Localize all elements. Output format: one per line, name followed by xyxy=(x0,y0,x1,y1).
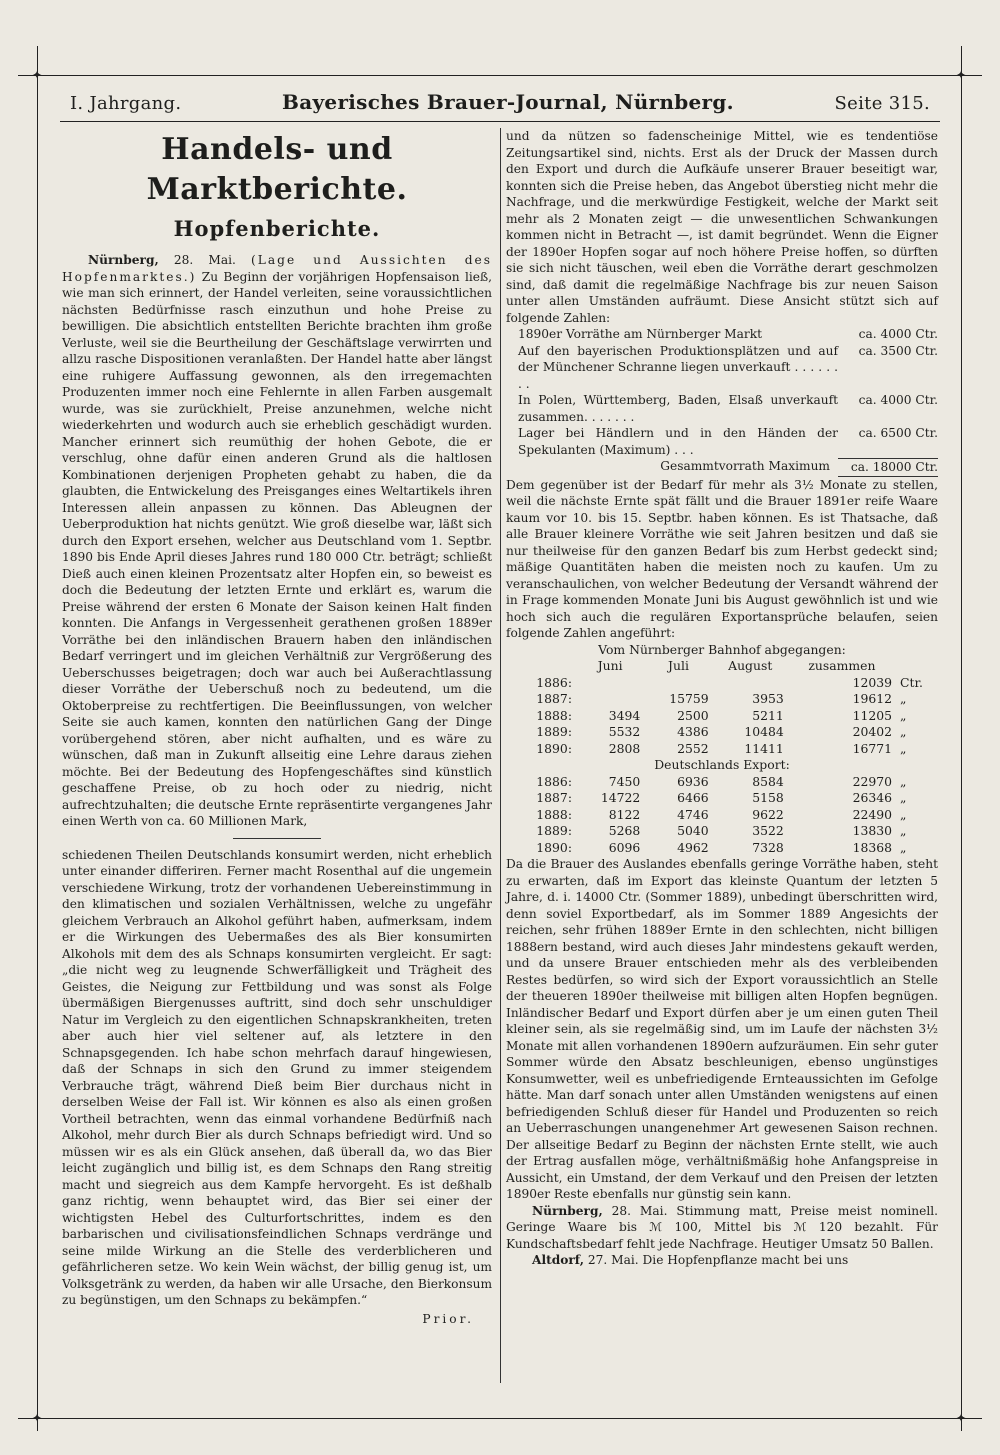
corner-ornament-icon: ✦ xyxy=(955,68,967,82)
table-row: 1890: 2808 2552 11411 16771 „ xyxy=(536,740,907,756)
table-row: 1890: 6096 4962 7328 18368 „ xyxy=(536,839,907,855)
page-header xyxy=(70,90,930,118)
frame-left-line xyxy=(37,46,38,1431)
stock-row: Auf den bayerischen Produktionsplätzen und auf der Münchener Schranne liegen unverkauft . . . . . . . . ca. 3500 Ctr. xyxy=(518,343,938,391)
table-row: 1888: 3494 2500 5211 11205 „ xyxy=(536,707,907,723)
table-row: 1887: 14722 6466 5158 26346 „ xyxy=(536,790,907,805)
column-separator xyxy=(233,838,321,839)
section-title: Handels- und Marktberichte. xyxy=(146,132,408,207)
demand-paragraph: Dem gegenüber ist der Bedarf für mehr als 3½ Monate zu stellen, weil die nächste Ernte spät fällt und die Brauer 1891er reife Waare kaum vor 10. bis 15. Septbr. haben können. Es ist Thatsache, daß alle Brauer kleinere Vorräthe wie seit Jahren besitzen und daß sie nur theilweise für den ganzen Bedarf bis zum Herbst gedeckt sind; mäßige Quantitäten haben die meisten noch zu kaufen. Um zu veranschaulichen, von welcher Bedeutung der Versandt während der in Frage kommenden Monate Juni bis August gewöhnlich ist und wie hoch sich auch die regulären Exportansprüche belaufen, seien folgende Zahlen angeführt: xyxy=(506,477,938,640)
column-divider xyxy=(500,128,501,1383)
frame-right-line xyxy=(961,46,962,1431)
report-place: Nürnberg, xyxy=(88,253,159,267)
stock-total-row: Gesammtvorrath Maximum ca. 18000 Ctr. xyxy=(518,458,938,477)
table-row: 1889: 5268 5040 3522 13830 „ xyxy=(536,823,907,838)
corner-ornament-icon: ✦ xyxy=(31,1411,43,1425)
report-place: Nürnberg, xyxy=(532,1203,603,1218)
column-header: August xyxy=(728,658,773,673)
corner-ornament-icon: ✦ xyxy=(955,1411,967,1425)
corner-ornament-icon: ✦ xyxy=(31,68,43,82)
column-header: zusammen xyxy=(808,658,876,673)
table-row: 1886: 7450 6936 8584 22970 „ xyxy=(536,773,907,789)
page-number: Seite 315. xyxy=(834,93,930,114)
table-caption: Vom Nürnberger Bahnhof abgegangen: xyxy=(598,641,846,657)
column-header: Juni xyxy=(597,658,623,673)
section-subtitle: Hopfenberichte. xyxy=(173,216,381,241)
journal-title: Bayerisches Brauer-Journal, Nürnberg. xyxy=(282,90,734,114)
continued-article-paragraph: schiedenen Theilen Deutschlands konsumirt werden, nicht erheblich unter einander differiren. Ferner macht Rosenthal auf die ungemein verschiedene Wirkung, trotz der vorhandenen Uebereinstimmung in den klimatischen und sozialen Verhältnissen, welche zu ungefähr gleichem Verbrauch an Alkohol geführt haben, aufmerksam, indem er die Wirkungen des Uebermaßes des als Bier konsumirten Alkohols mit dem des als Schnaps konsumirten vergleicht. Er sagt: „die nicht weg zu leugnende Schwerfälligkeit und Trägheit des Geistes, die Neigung zur Fettbildung und was sonst als Folge übermäßigen Biergenusses auftritt, sind doch sehr unschuldiger Natur im Vergleich zu den eigentlichen Schnapskrankheiten, treten aber auch hier viel seltener auf, als letztere in den Schnapsgegenden. Ich habe schon mehrfach darauf hingewiesen, daß der Schnaps in sich den Grund zu immer steigendem Verbrauche trägt, während Dieß beim Bier durchaus nicht in derselben Weise der Fall ist. Wir können es also als einen großen Vortheil betrachten, wenn das einmal vorhandene Bedürfniß nach Alkohol, mehr durch Bier als durch Schnaps befriedigt wird. Und so müssen wir es als ein Glück ansehen, daß überall da, wo das Bier leicht zugänglich und billig ist, es dem Schnaps den Rang streitig macht und siegreich aus dem Kampfe hervorgeht. Es ist deßhalb ganz richtig, wenn behauptet wird, das Bier sei einer der wichtigsten Hebel des Culturfortschrittes, indem es den barbarischen und civilisationsfeindlichen Schnaps verdränge und seine milde Wirkung an die Stelle des verderblicheren und gefährlicheren setze. Wo kein Wein wächst, der billig genug ist, um Volksgetränk zu werden, da haben wir alle Ursache, den Bierkonsum zu begünstigen, um den Schnaps zu bekämpfen.“ xyxy=(62,847,492,1307)
author-signature: Prior. xyxy=(422,1311,474,1326)
market-report-continuation: und da nützen so fadenscheinige Mittel, wie es tendentiöse Zeitungsartikel sind, nichts. Erst als der Druck der Massen durch den Export und durch die Aufkäufe unserer Brauer beseitigt war, konnten sich die Preise heben, das Angebot überstieg nicht mehr die Nachfrage, und die merkwürdige Festigkeit, welche der Markt seit mehr als 2 Monaten zeigt — die unwesentlichen Schwankungen kommen nicht in Betracht —, ist damit begründet. Wenn die Eigner der 1890er Hopfen sogar auf noch höhere Preise hoffen, so dürften sie sich nicht täuschen, weil eben die Vorräthe derart geschmolzen sind, daß damit die regelmäßige Nachfrage bis zur neuen Saison unter allen Umständen aufräumt. Diese Ansicht stützt sich auf folgende Zahlen: xyxy=(506,129,938,325)
right-column xyxy=(506,128,938,1269)
table-row: 1889: 5532 4386 10484 20402 „ xyxy=(536,724,907,739)
market-report-paragraph xyxy=(62,252,492,830)
table-row: 1888: 8122 4746 9622 22490 „ xyxy=(536,806,907,822)
report-body: 28. Mai. Stimmung matt, Preise meist nominell. Geringe Waare bis ℳ 100, Mittel bis ℳ 120 bezahlt. Für Kundschaftsbedarf fehlt jede Nachfrage. Heutiger Umsatz 50 Ballen. xyxy=(506,1203,938,1251)
table-header-row xyxy=(506,658,938,675)
altdorf-report xyxy=(506,1252,938,1269)
column-header: Juli xyxy=(668,658,689,673)
report-date: 28. Mai. xyxy=(173,253,236,267)
report-place: Altdorf, xyxy=(532,1253,585,1267)
frame-top-line xyxy=(18,75,982,76)
shipment-table xyxy=(506,642,938,857)
table-row: 1886: 12039 Ctr. xyxy=(536,674,923,690)
frame-bottom-line xyxy=(18,1418,982,1419)
stock-row: Lager bei Händlern und in den Händen der Spekulanten (Maximum) . . . ca. 6500 Ctr. xyxy=(518,426,938,457)
table-caption: Deutschlands Export: xyxy=(654,757,790,772)
header-rule xyxy=(60,121,940,122)
outlook-paragraph: Da die Brauer des Auslandes ebenfalls geringe Vorräthe haben, steht zu erwarten, daß im Export das kleinste Quantum der letzten 5 Jahre, d. i. 14000 Ctr. (Sommer 1889), unbedingt überschritten wird, denn soviel Exportbedarf, als im Sommer 1889 Angesichts der reichen, sehr frühen 1889er Ernte in den schlechten, nicht billigen 1888ern bestand, wird auch dieses Jahr mindestens gekauft werden, und da unsere Brauer entschieden mehr als des verbleibenden Restes bedürfen, so wird sich der Export voraussichtlich an Stelle der theueren 1890er theilweise mit billigen alten Hopfen begnügen. Inländischer Bedarf und Export dürfen aber je um einen guten Theil kleiner sein, als sie regelmäßig sind, um im Laufe der nächsten 3½ Monate mit allen vorhandenen 1890ern aufzuräumen. Ein sehr guter Sommer würde den Absatz beschleunigen, ebenso ungünstiges Konsumwetter, weil es unbefriedigende Ernteaussichten im Gefolge hätte. Man darf sonach unter allen Umständen wenigstens auf einen befriedigenden Schluß dieser für Handel und Produzenten so reich an Ueberraschungen unangenehmer Art gewesenen Saison rechnen. Der allseitige Bedarf zu Beginn der nächsten Ernte stellt, wie auch der Ertrag ausfallen möge, verhältnißmäßig hohe Anfangspreise in Aussicht, ein Umstand, der dem Verkauf und den Preisen der letzten 1890er Reste ebenfalls nur günstig sein kann. xyxy=(506,857,938,1201)
report-heading: (Lage und Aussichten des Hopfenmarktes.) xyxy=(62,253,492,284)
volume-label: I. Jahrgang. xyxy=(70,93,182,114)
report-body: Zu Beginn der vorjährigen Hopfensaison ließ, wie man sich erinnert, der Handel verleiten, seine voraussichtlichen nächsten Bedürfnisse rasch einzuthun und hohe Preise zu bewilligen. Die absichtlich entstellten Berichte brachten ihm große Verluste, weil sie die Beurtheilung der Geschäftslage verwirrten und allzu rasche Dispositionen veranlaßten. Der Handel hatte aber längst eine ruhigere Auffassung gewonnen, als den irregemachten Produzenten immer noch eine Fehlernte in allen Farben ausgemalt wurde, was sie zurückhielt, Preise anzunehmen, welche nicht wiederkehrten und wodurch auch sie erheblich geschädigt wurden. Mancher erinnert sich reumüthig der hohen Gebote, die er verschlug, ohne dafür einen anderen Grund als die haltlosen Kombinationen derjenigen Propheten gehabt zu haben, die da glaubten, die Entwickelung des Preisganges eines Weltartikels ihren Interessen allein anpassen zu können. Das Ableugnen der Ueberproduktion hat nichts genützt. Wie groß dieselbe war, läßt sich durch den Export ersehen, welcher aus Deutschland vom 1. Septbr. 1890 bis Ende April dieses Jahres rund 180 000 Ctr. beträgt; schließt Dieß auch einen kleinen Prozentsatz alter Hopfen ein, so beweist es doch die Bedeutung der letzten Ernte und erklärt es, warum die Preise während der ersten 6 Monate der Saison keinen Halt finden konnten. Die Anfangs in Vergessenheit gerathenen großen 1889er Vorräthe bei den inländischen Brauern haben den inländischen Bedarf verringert und im gleichen Verhältniß zur Vergrößerung des Ueberschusses beigetragen; doch war auch bei Außerachtlassung dieser Vorräthe der Ueberschuß noch zu bedeutend, um die Oktoberpreise zu rechtfertigen. Die Beeinflussungen, von welcher Seite sie auch kamen, konnten den natürlichen Gang der Dinge vorübergehend stören, aber nicht aufhalten, und es wäre zu wünschen, daß man in Zukunft allseitig eine Lehre daraus ziehen möchte. Bei der Bedeutung des Hopfengeschäftes sind künstlich geschaffene Preise, ob zu hoch oder zu niedrig, nicht aufrechtzuhalten; die deutsche Ernte repräsentirte vergangenes Jahr einen Werth von ca. 60 Millionen Mark, xyxy=(62,269,492,828)
stock-row: 1890er Vorräthe am Nürnberger Markt ca. 4000 Ctr. xyxy=(518,327,938,341)
stock-list xyxy=(518,326,938,477)
report-body: 27. Mai. Die Hopfenpflanze macht bei uns xyxy=(587,1253,849,1267)
nuernberg-report xyxy=(506,1203,938,1253)
stock-row: In Polen, Württemberg, Baden, Elsaß unverkauft zusammen. . . . . . . ca. 4000 Ctr. xyxy=(518,393,938,424)
left-column xyxy=(62,128,492,1327)
table-row: 1887: 15759 3953 19612 „ xyxy=(536,691,907,706)
